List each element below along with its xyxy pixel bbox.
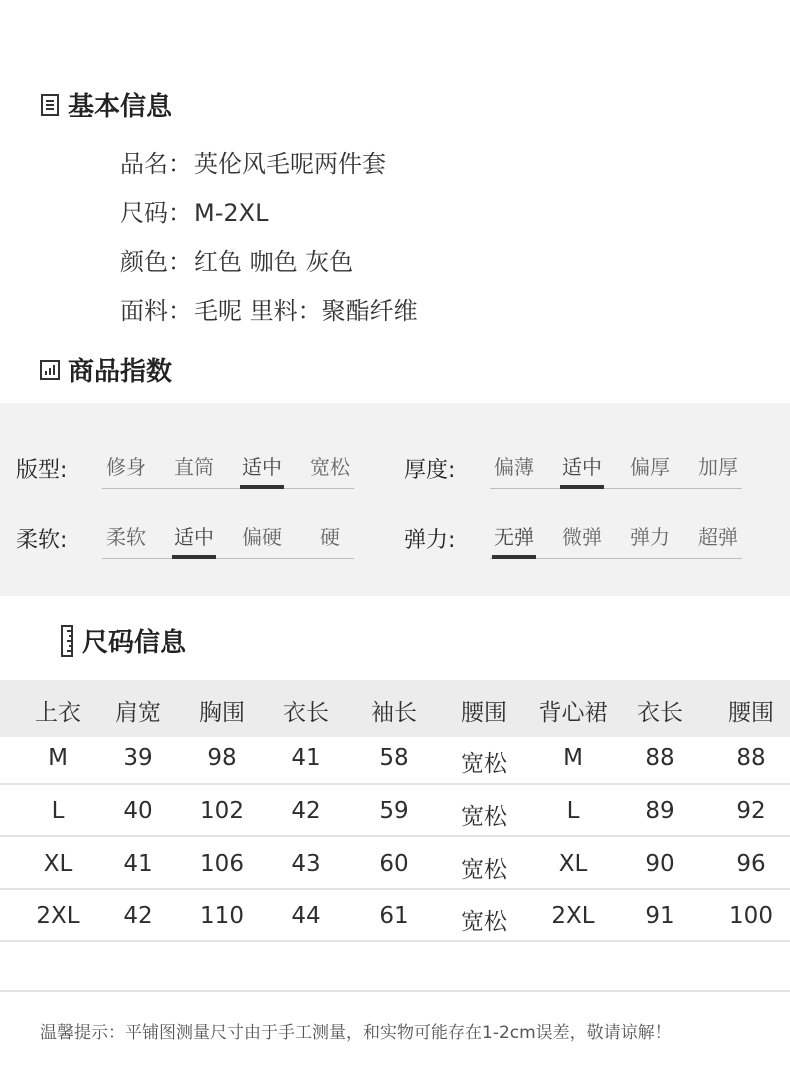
table-header-cell: 背心裙 <box>538 700 608 726</box>
table-cell: 89 <box>645 798 675 824</box>
table-cell: 宽松 <box>461 909 507 935</box>
document-icon <box>40 94 60 116</box>
table-header-cell: 腰围 <box>728 700 774 726</box>
table-cell: 61 <box>379 903 409 929</box>
info-row-fabric <box>120 291 418 326</box>
table-cell: 90 <box>645 851 675 877</box>
bar-chart-icon <box>40 360 60 380</box>
table-cell: 宽松 <box>461 751 507 777</box>
option-loose: 宽松 <box>310 455 350 479</box>
size-info-title-text: 尺码信息 <box>82 628 187 658</box>
divider <box>0 990 790 992</box>
option-hard: 硬 <box>320 525 340 549</box>
basic-info-title-text: 基本信息 <box>68 92 173 122</box>
table-cell: 88 <box>736 745 766 771</box>
table-cell: 宽松 <box>461 804 507 830</box>
index-label-elasticity: 弹力: <box>404 528 456 553</box>
option-stiff: 偏硬 <box>242 525 282 549</box>
table-cell: 59 <box>379 798 409 824</box>
option-extra-thick: 加厚 <box>698 455 738 479</box>
option-super-stretch: 超弹 <box>698 525 738 549</box>
table-cell: 41 <box>291 745 321 771</box>
table-header-cell: 腰围 <box>461 700 507 726</box>
table-row-divider <box>0 783 790 785</box>
product-index-title <box>40 351 172 388</box>
table-cell: L <box>51 798 65 824</box>
info-row-name <box>120 144 386 179</box>
info-value: 毛呢 里料：聚酯纤维 <box>194 297 418 325</box>
product-index-title-text: 商品指数 <box>68 357 173 387</box>
table-header-cell: 肩宽 <box>115 700 161 726</box>
table-cell: M <box>48 745 68 771</box>
table-cell: 96 <box>736 851 766 877</box>
info-label: 颜色： <box>120 248 192 276</box>
index-options-elasticity <box>490 522 742 559</box>
option-straight: 直筒 <box>174 455 214 479</box>
table-cell: 102 <box>200 798 244 824</box>
option-soft: 柔软 <box>106 525 146 549</box>
table-cell: 58 <box>379 745 409 771</box>
table-cell: 91 <box>645 903 675 929</box>
basic-info-title <box>40 86 172 123</box>
ruler-icon <box>60 625 74 657</box>
table-cell: 88 <box>645 745 675 771</box>
table-header-cell: 衣长 <box>637 700 683 726</box>
info-label: 面料： <box>120 297 192 325</box>
table-cell: 110 <box>200 903 244 929</box>
index-options-fit <box>102 452 354 489</box>
table-row-divider <box>0 835 790 837</box>
index-options-thickness <box>490 452 742 489</box>
info-label: 品名： <box>120 150 192 178</box>
table-row-divider <box>0 940 790 942</box>
table-cell: M <box>563 745 583 771</box>
table-cell: 100 <box>729 903 773 929</box>
table-header-cell: 上衣 <box>35 700 81 726</box>
table-cell: 2XL <box>36 903 80 929</box>
table-cell: 42 <box>123 903 153 929</box>
index-label-thickness: 厚度: <box>404 458 456 483</box>
info-value: M-2XL <box>194 199 269 227</box>
option-no-stretch-selected: 无弹 <box>482 522 546 552</box>
measurement-note: 温馨提示：平铺图测量尺寸由于手工测量，和实物可能存在1-2cm误差，敬请谅解！ <box>40 1023 672 1043</box>
product-index-panel <box>0 403 790 596</box>
option-thick: 偏厚 <box>630 455 670 479</box>
table-header-cell: 袖长 <box>371 700 417 726</box>
info-value: 英伦风毛呢两件套 <box>194 150 386 178</box>
index-label-fit: 版型: <box>16 458 68 483</box>
table-cell: 40 <box>123 798 153 824</box>
table-cell: 42 <box>291 798 321 824</box>
table-cell: 92 <box>736 798 766 824</box>
index-options-softness <box>102 522 354 559</box>
table-header-cell: 衣长 <box>283 700 329 726</box>
info-row-size <box>120 193 268 228</box>
option-stretch: 弹力 <box>630 525 670 549</box>
info-label: 尺码： <box>120 199 192 227</box>
table-cell: XL <box>43 851 73 877</box>
table-cell: XL <box>558 851 588 877</box>
info-row-color <box>120 242 353 277</box>
option-thin: 偏薄 <box>494 455 534 479</box>
option-medium-selected: 适中 <box>550 452 614 482</box>
table-cell: 2XL <box>551 903 595 929</box>
option-slight-stretch: 微弹 <box>562 525 602 549</box>
table-cell: 60 <box>379 851 409 877</box>
option-medium-selected: 适中 <box>230 452 294 482</box>
table-row-divider <box>0 888 790 890</box>
table-cell: L <box>566 798 580 824</box>
size-info-title <box>60 622 186 659</box>
table-cell: 41 <box>123 851 153 877</box>
table-cell: 宽松 <box>461 857 507 883</box>
table-cell: 44 <box>291 903 321 929</box>
option-medium-selected: 适中 <box>162 522 226 552</box>
table-cell: 43 <box>291 851 321 877</box>
table-cell: 106 <box>200 851 244 877</box>
option-slim: 修身 <box>106 455 146 479</box>
table-cell: 39 <box>123 745 153 771</box>
table-header-cell: 胸围 <box>199 700 245 726</box>
index-label-softness: 柔软: <box>16 528 68 553</box>
info-value: 红色 咖色 灰色 <box>194 248 354 276</box>
table-cell: 98 <box>207 745 237 771</box>
